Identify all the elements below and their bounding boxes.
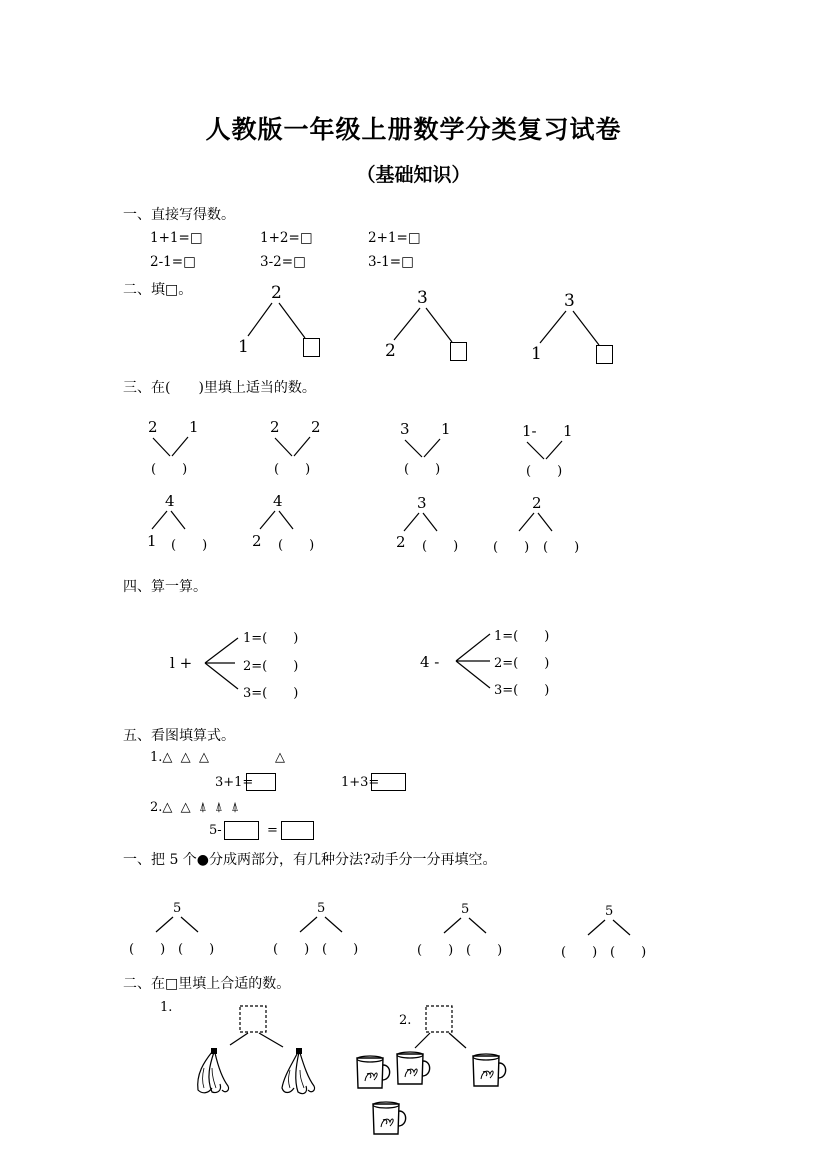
section-6-heading: 一、把 5 个●分成两部分，有几种分法?动手分一分再填空。 xyxy=(123,852,497,868)
crossed-triangle-icon: ⍋ xyxy=(215,800,223,815)
answer-paren[interactable]: ( ) xyxy=(404,462,441,477)
answer-box[interactable] xyxy=(303,338,320,357)
crossed-triangle-icon: ⍋ xyxy=(198,800,207,815)
tree-top-number: 3 xyxy=(564,291,575,311)
mug-icon xyxy=(470,1052,510,1090)
answer-paren[interactable]: ( ) xyxy=(513,683,550,698)
banana-bunch-icon xyxy=(278,1048,320,1098)
section-4-heading: 四、算一算。 xyxy=(123,579,207,595)
equation: 3-2=□ xyxy=(260,254,306,270)
answer-box[interactable]: □ xyxy=(183,254,196,270)
answer-box[interactable]: □ xyxy=(401,254,414,270)
split-top-number: 4 xyxy=(273,492,283,510)
answer-paren[interactable]: ( ) xyxy=(526,464,563,479)
split-top-number: 4 xyxy=(165,492,175,510)
answer-paren[interactable]: ( ) xyxy=(513,656,550,671)
answer-paren[interactable]: ( ) xyxy=(513,629,550,644)
section-5-heading: 五、看图填算式。 xyxy=(123,728,235,744)
fan-start: 4 - xyxy=(420,653,440,671)
answer-box[interactable] xyxy=(450,342,467,361)
crossed-triangle-icon: ⍋ xyxy=(231,800,239,815)
merge-right-number: 1 xyxy=(441,420,451,438)
triangle-row-2: 2.△ △ ⍋ ⍋ ⍋ xyxy=(150,800,239,815)
merge-right-number: 2 xyxy=(311,418,321,436)
equation: 3-1=□ xyxy=(368,254,414,270)
answer-box[interactable]: □ xyxy=(189,230,203,246)
answer-box[interactable]: □ xyxy=(407,230,421,246)
triangle-icon: △ xyxy=(198,750,209,765)
split-top-number: 2 xyxy=(532,494,542,512)
section-7-heading: 二、在□里填上合适的数。 xyxy=(123,976,291,992)
triangle-icon: △ xyxy=(180,800,191,815)
equation: 2-1=□ xyxy=(150,254,196,270)
equals-label: = xyxy=(267,823,278,838)
tree-left-number: 2 xyxy=(385,341,396,361)
answer-box[interactable]: □ xyxy=(299,230,313,246)
split-top-number: 5 xyxy=(173,901,182,916)
answer-paren[interactable]: ( ) xyxy=(322,942,359,957)
split-top-number: 5 xyxy=(317,901,326,916)
equation: 1+2=□ xyxy=(260,230,313,246)
merge-right-number: 1 xyxy=(189,418,199,436)
answer-paren[interactable]: ( ) xyxy=(610,945,647,960)
tree-top-number: 2 xyxy=(271,283,282,303)
answer-paren[interactable]: ( ) xyxy=(129,942,166,957)
problem-label: 2. xyxy=(399,1013,412,1028)
answer-paren[interactable]: ( ) xyxy=(262,686,299,701)
page-title: 人教版一年级上册数学分类复习试卷 xyxy=(205,115,622,144)
tree-left-number: 1 xyxy=(238,337,249,357)
merge-right-number: 1 xyxy=(563,422,573,440)
split-left-number: 2 xyxy=(252,532,262,550)
answer-box[interactable] xyxy=(224,821,259,840)
split-top-number: 5 xyxy=(461,902,470,917)
answer-paren[interactable]: ( ) xyxy=(171,538,208,553)
answer-paren[interactable]: ( ) xyxy=(178,942,215,957)
equation-b: 1+3= xyxy=(341,775,380,790)
triangle-icon: △ xyxy=(275,750,285,765)
page-subtitle: （基础知识） xyxy=(356,164,471,186)
fan-item: 2=( ) xyxy=(243,659,299,674)
split-left-number: 2 xyxy=(396,533,406,551)
answer-box[interactable] xyxy=(281,821,314,840)
banana-bunch-icon xyxy=(190,1048,232,1098)
mug-icon xyxy=(370,1100,410,1138)
equation: 1+1=□ xyxy=(150,230,203,246)
mug-icon xyxy=(354,1054,394,1092)
answer-paren[interactable]: ( ) xyxy=(262,631,299,646)
triangle-icon: △ xyxy=(162,800,173,815)
answer-paren[interactable]: ( ) xyxy=(274,462,311,477)
section-1-heading: 一、直接写得数。 xyxy=(123,207,235,223)
fan-item: 1=( ) xyxy=(243,631,299,646)
answer-paren[interactable]: ( ) xyxy=(466,943,503,958)
fan-item: 2=( ) xyxy=(494,656,550,671)
split-top-number: 5 xyxy=(605,904,614,919)
split-top-number: 3 xyxy=(417,494,427,512)
answer-paren[interactable]: ( ) xyxy=(422,539,459,554)
answer-paren[interactable]: ( ) xyxy=(561,945,598,960)
split-left-number: 1 xyxy=(147,532,157,550)
fan-start: l + xyxy=(170,654,193,672)
triangle-icon: △ xyxy=(180,750,191,765)
problem-label: 1. xyxy=(160,1000,173,1015)
answer-paren[interactable]: ( ) xyxy=(273,942,310,957)
answer-paren[interactable]: ( ) xyxy=(417,943,454,958)
answer-paren[interactable]: ( ) xyxy=(151,462,188,477)
fan-item: 1=( ) xyxy=(494,629,550,644)
section-2-heading: 二、填□。 xyxy=(123,282,193,298)
fan-item: 3=( ) xyxy=(494,683,550,698)
answer-paren[interactable]: ( ) xyxy=(278,538,315,553)
triangle-icon: △ xyxy=(162,750,173,765)
answer-paren[interactable]: ( ) xyxy=(262,659,299,674)
triangle-row-1: 1.△ △ △ xyxy=(150,750,209,765)
minus-label: 5- xyxy=(209,823,222,838)
equation-a: 3+1= xyxy=(215,775,254,790)
answer-box[interactable] xyxy=(246,773,276,791)
mug-icon xyxy=(394,1050,434,1088)
merge-left-number: 2 xyxy=(148,418,158,436)
section-3-heading: 三、在( )里填上适当的数。 xyxy=(123,380,316,396)
tree-left-number: 1 xyxy=(531,344,542,364)
equation: 2+1=□ xyxy=(368,230,421,246)
answer-box[interactable]: □ xyxy=(293,254,306,270)
fan-item: 3=( ) xyxy=(243,686,299,701)
merge-left-number: 1- xyxy=(522,422,537,440)
answer-paren[interactable]: ( ) xyxy=(493,540,530,555)
answer-box[interactable] xyxy=(596,345,613,364)
tree-top-number: 3 xyxy=(417,288,428,308)
merge-left-number: 2 xyxy=(270,418,280,436)
answer-box[interactable] xyxy=(371,773,406,791)
merge-left-number: 3 xyxy=(400,420,410,438)
answer-paren[interactable]: ( ) xyxy=(543,540,580,555)
